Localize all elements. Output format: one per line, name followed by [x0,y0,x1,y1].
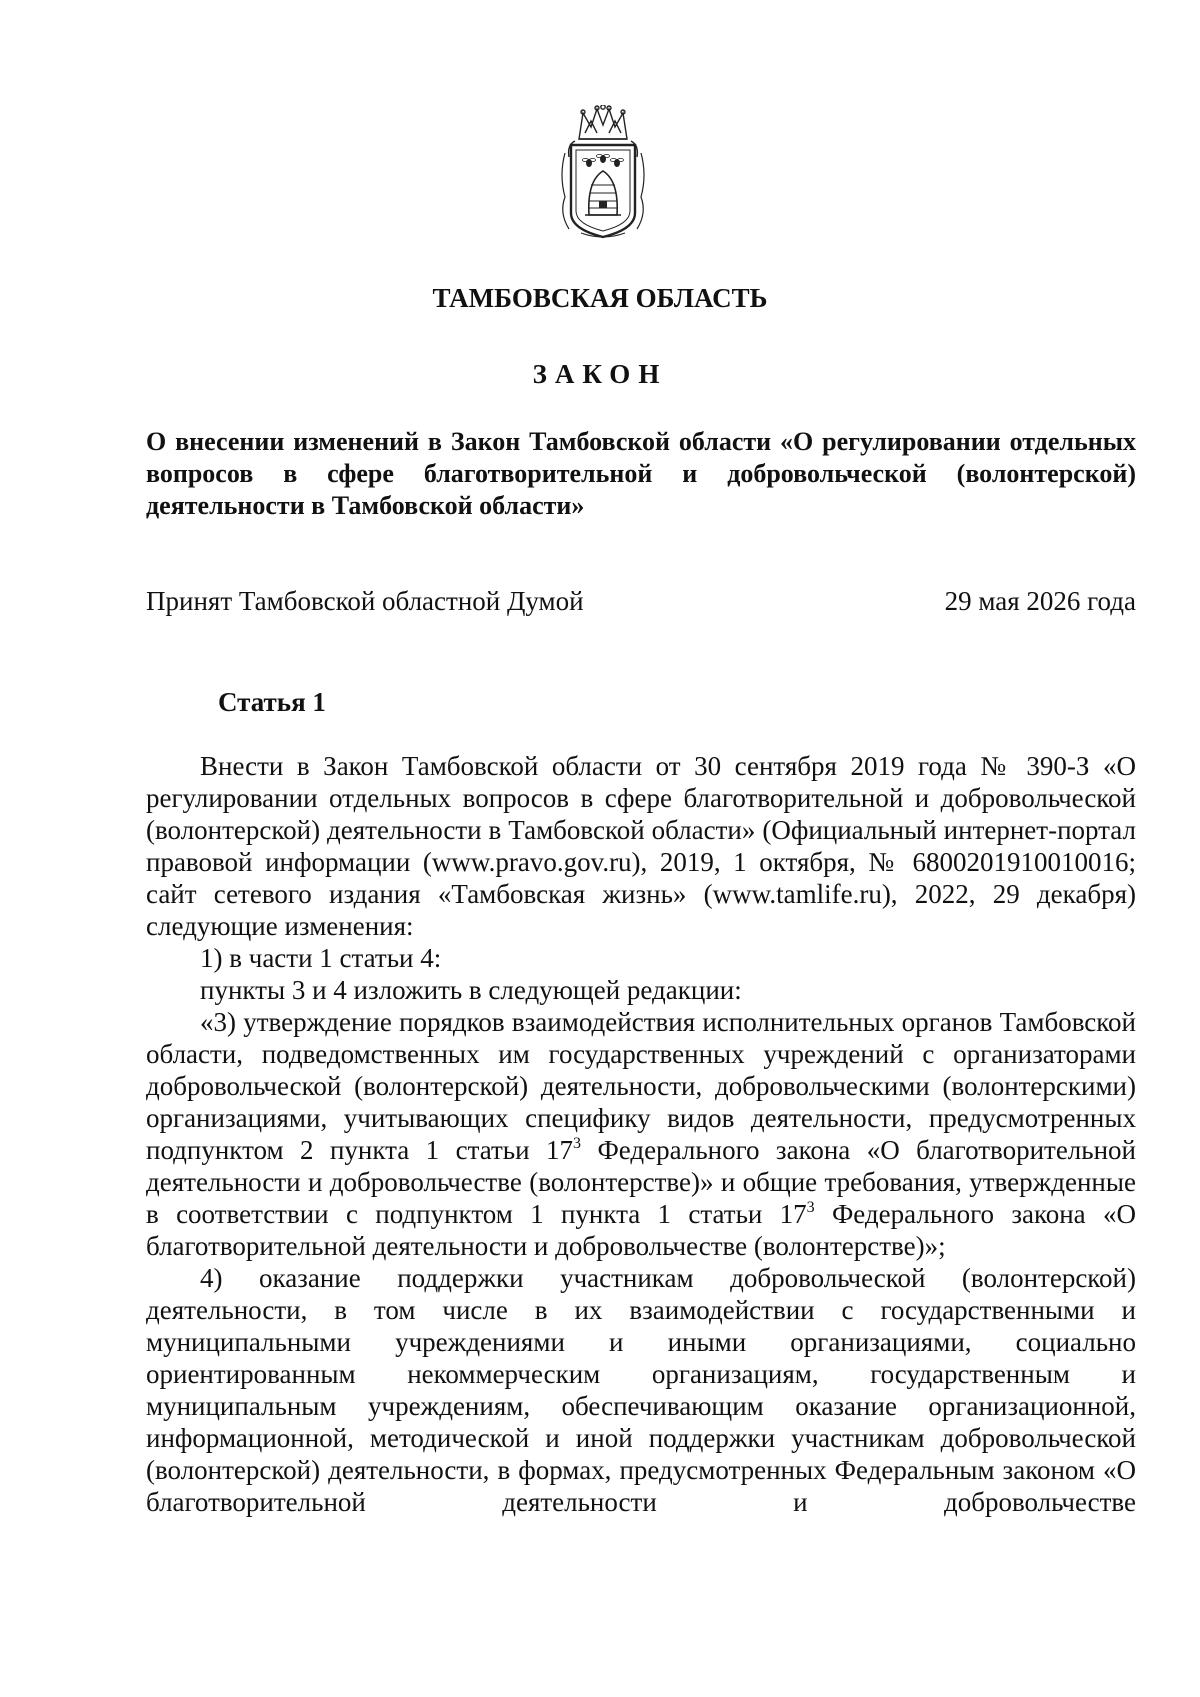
point-3-part-1: «3) утверждение порядков взаимодействия исполнительных органов Тамбовской области, подведомственных им государственных учреждений с организаторами добровольческой (волонтерской) деятельности, добровольческими (волонтерскими) организациями, учитывающих специфику видов деятельности, предусмотренных подпунктом 2 пункта 1 статьи 17 [146,1007,1136,1165]
point-3-sup-1: 3 [573,1135,582,1152]
tambov-coat-of-arms-icon [553,105,653,243]
law-title: О внесении изменений в Закон Тамбовской области «О регулировании отдельных вопросов в сфере благотворительной и добровольческой (волонтерской) деятельности в Тамбовской области» [146,427,1136,520]
article-intro: Внести в Закон Тамбовской области от 30 сентября 2019 года № 390-З «О регулировании отдельных вопросов в сфере благотворительной и добровольческой (волонтерской) деятельности в Тамбовской области» (Официальный интернет-портал правовой информации (www.pravo.gov.ru), 2019, 1 октября, № 6800201910010016; сайт сетевого издания «Тамбовская жизнь» (www.tamlife.ru), 2022, 29 декабря) следующие изменения: [146,751,1136,941]
article-body [146,750,1136,1518]
adopted-by: Принят Тамбовской областной Думой [146,586,584,616]
region-name: ТАМБОВСКАЯ ОБЛАСТЬ [432,283,768,313]
point-3-part-3: Федерального закона «О благотворительной деятельности и добровольчестве (волонтерстве)»; [146,1199,1136,1261]
point-3-sup-2: 3 [806,1199,815,1216]
item-1-sub: пункты 3 и 4 изложить в следующей редакции: [200,975,742,1005]
point-4: 4) оказание поддержки участникам добровольческой (волонтерской) деятельности, в том числе в их взаимодействии с государственными и муниципальными учреждениями и иными организациями, социально ориентированным некоммерческим организациям, государственным и муниципальным учреждениям, обеспечивающим оказание организационной, информационной, методической и иной поддержки участникам добровольческой (волонтерской) деятельности, в формах, предусмотренных Федеральным законом «О благотворительной деятельности и добровольчестве [146,1263,1136,1517]
item-1: 1) в части 1 статьи 4: [200,943,442,973]
article-heading: Статья 1 [218,687,326,717]
point-3 [146,1006,1136,1262]
adoption-date: 29 мая 2026 года [944,586,1136,616]
point-3-part-2: Федерального закона «О благотворительной деятельности и добровольчестве (волонтерстве)» и общие требования, утвержденные в соответствии с подпунктом 1 пункта 1 статьи 17 [146,1135,1136,1229]
document-type: ЗАКОН [532,359,668,389]
